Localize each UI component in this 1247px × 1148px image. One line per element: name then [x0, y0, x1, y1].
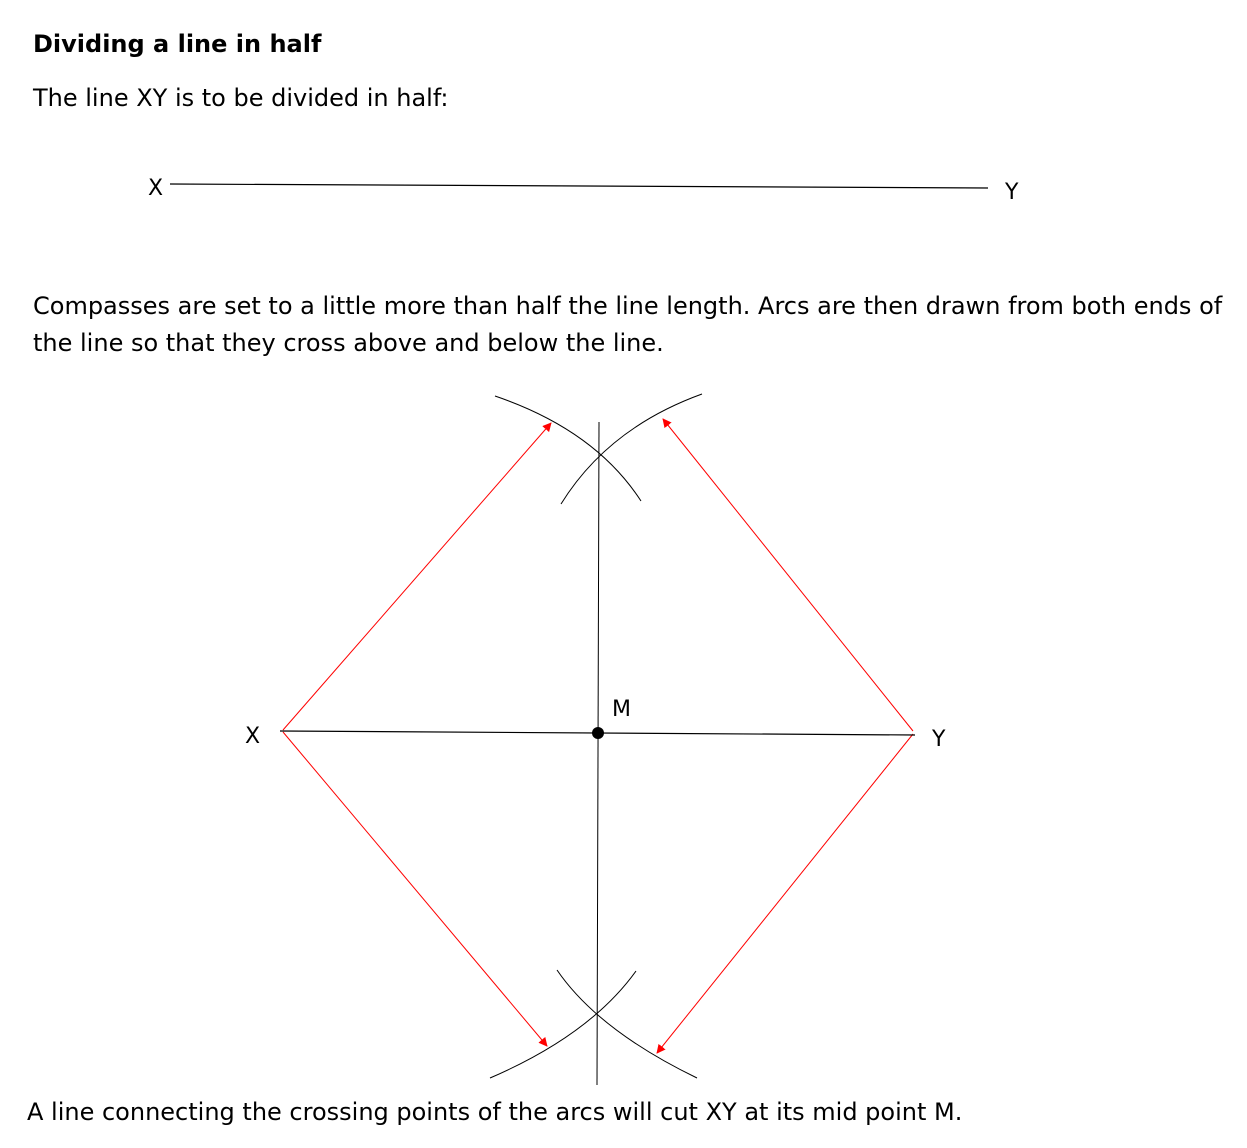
- conclusion-text: A line connecting the crossing points of the arcs will cut XY at its mid point M.: [27, 1098, 963, 1126]
- page-title: Dividing a line in half: [33, 30, 322, 58]
- midpoint-dot: [592, 727, 604, 739]
- line-xy: [170, 184, 988, 188]
- bisector-line: [597, 422, 599, 1085]
- label-x: X: [148, 176, 164, 201]
- label-y: Y: [1005, 180, 1019, 205]
- intro-text: The line XY is to be divided in half:: [33, 84, 449, 112]
- radius-arrow-y-top: [663, 419, 913, 731]
- label-x: X: [245, 724, 261, 749]
- paragraph-line-1: Compasses are set to a little more than half the line length. Arcs are then drawn from both ends of: [33, 292, 1223, 320]
- radius-arrow-x-bottom: [283, 732, 547, 1046]
- figure-line-xy: [148, 176, 1019, 205]
- radius-arrow-x-top: [283, 423, 551, 730]
- label-y: Y: [932, 727, 946, 752]
- paragraph-line-2: the line so that they cross above and below the line.: [33, 329, 664, 357]
- explanation-paragraph: [33, 288, 1222, 362]
- figure-construction: [245, 394, 946, 1085]
- arc-from-x-bottom: [557, 970, 697, 1078]
- label-m: M: [612, 697, 631, 722]
- arc-from-x-top: [495, 396, 641, 501]
- arc-from-y-bottom: [490, 971, 636, 1078]
- radius-arrow-y-bottom: [657, 734, 913, 1053]
